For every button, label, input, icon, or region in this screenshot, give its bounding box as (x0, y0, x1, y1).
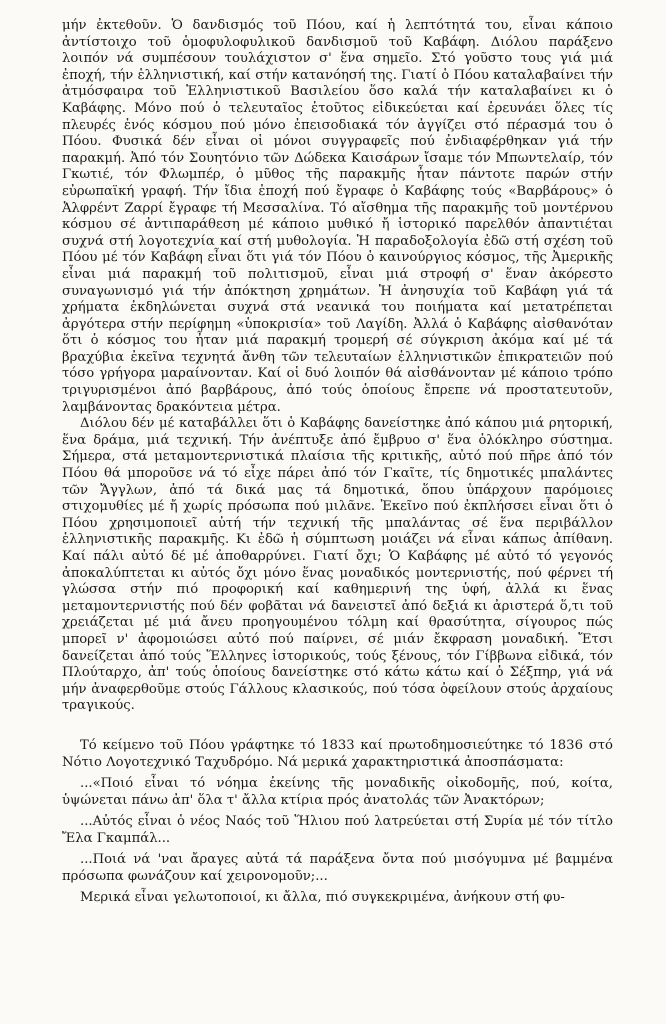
quote-3: ...Ποιά νά 'ναι ἄραγες αὐτά τά παράξενα ὄντα πού μισόγυμνα μέ βαμμένα πρόσωπα φωνάζουν καί χειρονομοῦν;... (62, 851, 613, 884)
body-paragraph-2: Διόλου δέν μέ καταβάλλει ὅτι ὁ Καβάφης δανείστηκε ἀπό κάπου μιά ρητορική, ἕνα δράμα, μιά τεχνική. Τήν ἀνέπτυξε ἀπό ἔμβρυο σ' ἕνα ὁλόκληρο σύστημα. Σήμερα, στά μεταμοντερνιστικά πλαίσια τῆς κριτικῆς, αὐτό πού πῆρε ἀπό τόν Πόου θά μποροῦσε νά τό εἶχε πάρει ἀπό τόν Γκαῖτε, τίς δημοτικές μπαλάντες τῶν Ἄγγλων, ἀπό τά δικά μας τά δημοτικά, ὅπου ὑπάρχουν παρόμοιες στιχομυθίες μέ ἤ χωρίς πρόσωπα πού μιλᾶνε. Ἐκεῖνο πού ἐκπλήσσει εἶναι ὅτι ὁ Πόου χρησιμοποιεῖ αὐτή τήν τεχνική τῆς μπαλάντας σέ ἕνα περιβάλλον ἑλληνιστικῆς παρακμῆς. Κι ἐδῶ ἡ σύμπτωση μοιάζει νά εἶναι κάπως ἀπίθανη. Καί πάλι αὐτό δέ μέ ἀποθαρρύνει. Γιατί ὄχι; Ὁ Καβάφης μέ αὐτό τό γεγονός ἀποκαλύπτεται κι αὐτός ὄχι μόνο ἕνας μοναδικός μοντερνιστής, πού φέρνει τή γλώσσα στήν πιό προφορική καί καθημερινή της ὑφή, ἀλλά κι ἕνας μεταμοντερνιστής πού δέν φοβᾶται νά δανειστεῖ ἀπό δεξιά κι ἀριστερά ὅ,τι τοῦ χρειάζεται μέ μιά ἄνευ προηγουμένου τόλμη καί θρασύτητα, σίγουρος πώς μπορεῖ ν' ἀφομοιώσει αὐτό πού παίρνει, σέ μιάν ἔκφραση μοναδική. Ἔτσι δανείζεται ἀπό τούς Ἕλληνες ἱστορικούς, τούς ξένους, τόν Γίββωνα εἰδικά, τόν Πλούταρχο, ἀπ' τούς ὁποίους δανείστηκε στό κάτω κάτω καί ὁ Σέξπηρ, γιά νά μήν ἀναφερθοῦμε στούς Γάλλους κλασικούς, πού τόσα ὀφείλουν στούς ἀρχαίους τραγικούς. (62, 416, 613, 714)
section-intro: Τό κείμενο τοῦ Πόου γράφτηκε τό 1833 καί πρωτοδημοσιεύτηκε τό 1836 στό Νότιο Λογοτεχνικό Ταχυδρόμο. Νά μερικά χαρακτηριστικά ἀποσπάσματα: (62, 737, 613, 770)
body-paragraph-1: μήν ἐκτεθοῦν. Ὁ δανδισμός τοῦ Πόου, καί ἡ λεπτότητά του, εἶναι κάποιο ἀντίστοιχο τοῦ ὁμοφυλοφυλικοῦ δανδισμοῦ τοῦ Καβάφη. Διόλου παράξενο λοιπόν νά συμπέσουν τουλάχιστον σ' ἕνα σημεῖο. Στό γοῦστο τους γιά μιά ἐποχή, τήν ἑλληνιστική, καί στήν κατανόησή της. Γιατί ὁ Πόου καταλαβαίνει τήν ἀτμόσφαιρα τοῦ Ἑλληνιστικοῦ Βασιλείου ὅσο καλά τήν καταλαβαίνει κι ὁ Καβάφης. Μόνο πού ὁ τελευταῖος ἐτοῦτος εἰδικεύεται καί ἐρευνάει ὅλες τίς πλευρές ἑνός κόσμου πού μόνο ἐπεισοδιακά τόν ἀγγίζει στό πέρασμά του ὁ Πόου. Φυσικά δέν εἶναι οἱ μόνοι συγγραφεῖς πού ἐνδιαφέρθηκαν γιά τήν παρακμή. Ἀπό τόν Σουητόνιο τῶν Δώδεκα Καισάρων ἴσαμε τόν Μπωντελαίρ, τόν Γκωτιέ, τόν Φλωμπέρ, ὁ μῦθος τῆς παρακμῆς ἦταν πάντοτε παρών στήν εὐρωπαϊκή γραφή. Τήν ἴδια ἐποχή πού ἔγραφε ὁ Καβάφης τούς «Βαρβάρους» ὁ Ἀλφρέντ Ζαρρί ἔγραφε τή Μεσσαλίνα. Τό αἴσθημα τῆς παρακμῆς τοῦ μοντέρνου κόσμου σέ ἀντιπαράθεση μέ κάποιο μυθικό ἤ ἱστορικό παρελθόν ἀπαντιέται συχνά στή λογοτεχνία καί στή μυθολογία. Ἡ παραδοξολογία ἐδῶ στή σχέση τοῦ Πόου μέ τόν Καβάφη εἶναι ὅτι γιά τόν Πόου ὁ καινούργιος κόσμος, τῆς Ἀμερικῆς εἶναι μιά παρακμή τοῦ πολιτισμοῦ, εἶναι μιά στροφή σ' ἕναν ἀκόρεστο συναγωνισμό γιά τήν ἀπόκτηση χρημάτων. Ἡ ἀνησυχία τοῦ Καβάφη γιά τά χρήματα ἐκδηλώνεται συχνά στά νεανικά του ποιήματα καί μετατρέπεται ἀργότερα στήν περίφημη «ὑποκρισία» τοῦ Λαγίδη. Ἀλλά ὁ Καβάφης αἰσθανόταν ὅτι ὁ κόσμος του ἦταν μιά παρακμή τρομερή σέ σύγκριση ἀκόμα καί μέ τά βραχύβια ἐκεῖνα τεχνητά ἄνθη τῶν τελευταίων ἑλληνιστικῶν ἐπικρατειῶν πού τόσο γρήγορα μαραίνονταν. Καί οἱ δυό λοιπόν θά αἰσθάνονταν μέ κάποιο τρόπο τριγυρισμένοι ἀπό βαρβάρους, ἀπό τούς ὁποίους ἔπρεπε νά προστατευτοῦν, λαμβάνοντας δρακόντεια μέτρα. (62, 18, 613, 415)
quote-2: ...Αὐτός εἶναι ὁ νέος Ναός τοῦ Ἥλιου πού λατρεύεται στή Συρία μέ τόν τίτλο Ἔλα Γκαμπάλ... (62, 813, 613, 846)
quote-1: ...«Ποιό εἶναι τό νόημα ἐκείνης τῆς μοναδικῆς οἰκοδομῆς, πού, κοίτα, ὑψώνεται πάνω ἀπ' ὅλα τ' ἄλλα κτίρια πρός ἀνατολάς τῶν Ἀνακτόρων; (62, 775, 613, 808)
section-gap (62, 715, 613, 737)
quote-4: Μερικά εἶναι γελωτοποιοί, κι ἄλλα, πιό συγκεκριμένα, ἀνήκουν στή φυ- (80, 889, 565, 905)
